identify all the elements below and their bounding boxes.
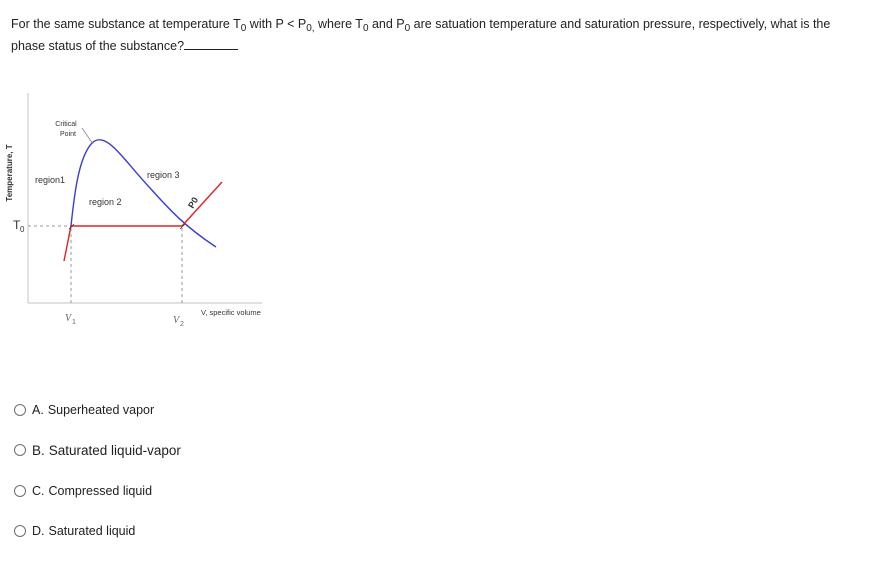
- v1-label: V: [65, 313, 72, 324]
- answer-options: [14, 399, 414, 560]
- answer-blank: [184, 38, 238, 50]
- isobar-p0: [64, 182, 222, 261]
- option-c[interactable]: [14, 480, 414, 502]
- tv-diagram: [0, 88, 290, 348]
- question-text: [11, 13, 867, 57]
- option-a[interactable]: [14, 399, 414, 421]
- question-sub-p0-2: 0: [404, 23, 411, 34]
- option-b-letter: B.: [32, 442, 45, 458]
- option-a-letter: A.: [32, 403, 44, 417]
- option-b-text: Saturated liquid-vapor: [48, 442, 181, 458]
- question-part-3: where T: [314, 17, 363, 31]
- critical-point-pointer: [82, 128, 93, 144]
- x-axis-label: V, specific volume: [201, 308, 261, 317]
- question-part-2: with P < P: [246, 17, 307, 31]
- option-a-text: Superheated vapor: [47, 403, 155, 417]
- option-c-text: Compressed liquid: [48, 483, 153, 498]
- option-b[interactable]: [14, 439, 414, 461]
- question-sub-t0-2: 0: [362, 23, 369, 34]
- critical-point-label-2: Point: [60, 131, 76, 138]
- t0-label: T: [13, 218, 21, 232]
- p0-label: P0: [186, 195, 201, 210]
- radio-a[interactable]: [14, 404, 26, 416]
- question-part-1: For the same substance at temperature T: [11, 17, 241, 31]
- question-part-5: are satuation temperature and saturation pressure, respectively, what is the phase status of the substance?: [11, 17, 831, 53]
- y-axis-label: Temperature, T: [5, 144, 14, 202]
- option-d-letter: D.: [32, 523, 45, 538]
- question-sub-t0: 0: [240, 23, 247, 34]
- radio-d[interactable]: [14, 525, 26, 537]
- saturation-dome: [71, 140, 216, 247]
- v2-sub: 2: [180, 321, 184, 328]
- region1-label: region1: [35, 175, 66, 185]
- radio-b[interactable]: [14, 444, 26, 456]
- radio-c[interactable]: [14, 485, 26, 497]
- region2-label: region 2: [89, 197, 122, 207]
- question-sub-p0: 0,: [306, 23, 315, 34]
- v2-label: V: [173, 315, 180, 326]
- question-part-4: and P: [368, 17, 405, 31]
- t0-sub: 0: [20, 225, 25, 234]
- critical-point-label-1: Critical: [55, 121, 77, 128]
- region3-label: region 3: [147, 170, 180, 180]
- option-d-text: Saturated liquid: [48, 523, 136, 538]
- option-d[interactable]: [14, 520, 414, 542]
- option-c-letter: C.: [32, 483, 45, 498]
- v1-sub: 1: [72, 319, 76, 326]
- tv-diagram-svg: [0, 88, 290, 348]
